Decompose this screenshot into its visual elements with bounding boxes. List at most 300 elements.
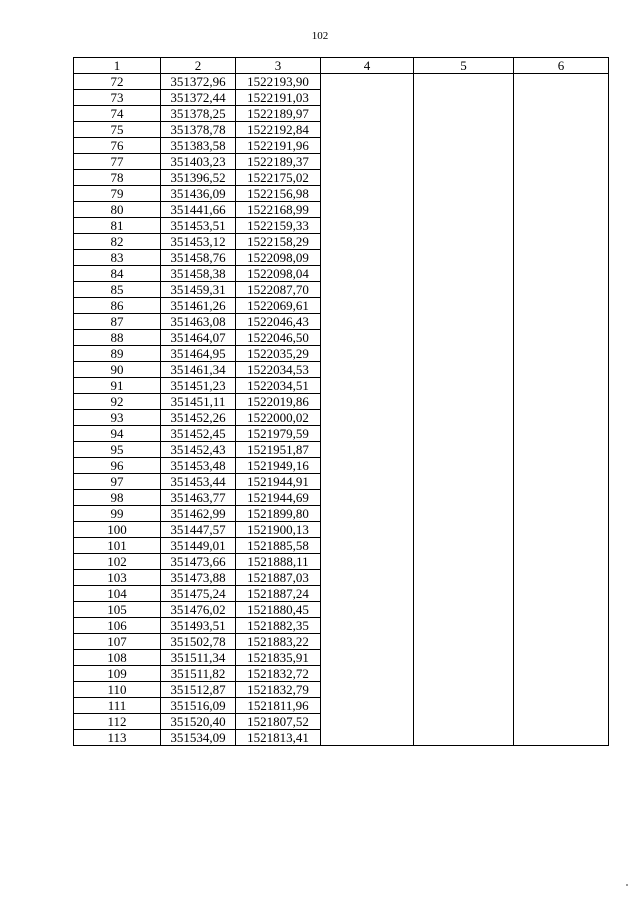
- table-row: [74, 650, 609, 666]
- empty-cell-col6: [514, 298, 609, 314]
- x-coordinate-cell: 351511,34: [161, 650, 236, 666]
- empty-cell-col6: [514, 250, 609, 266]
- point-number-cell: 87: [74, 314, 161, 330]
- y-coordinate-cell: 1521887,03: [236, 570, 321, 586]
- table-row: [74, 538, 609, 554]
- column-header-1: 1: [74, 58, 161, 74]
- y-coordinate-cell: 1522159,33: [236, 218, 321, 234]
- point-number-cell: 81: [74, 218, 161, 234]
- y-coordinate-cell: 1521811,96: [236, 698, 321, 714]
- empty-cell-col6: [514, 346, 609, 362]
- table-body: [74, 74, 609, 746]
- table-row: [74, 714, 609, 730]
- point-number-cell: 86: [74, 298, 161, 314]
- column-header-4: 4: [321, 58, 414, 74]
- point-number-cell: 105: [74, 602, 161, 618]
- empty-cell-col5: [414, 298, 514, 314]
- point-number-cell: 100: [74, 522, 161, 538]
- y-coordinate-cell: 1521887,24: [236, 586, 321, 602]
- x-coordinate-cell: 351441,66: [161, 202, 236, 218]
- column-header-2: 2: [161, 58, 236, 74]
- empty-cell-col5: [414, 362, 514, 378]
- empty-cell-col6: [514, 74, 609, 90]
- empty-cell-col4: [321, 730, 414, 746]
- empty-cell-col4: [321, 682, 414, 698]
- point-number-cell: 108: [74, 650, 161, 666]
- x-coordinate-cell: 351511,82: [161, 666, 236, 682]
- empty-cell-col4: [321, 650, 414, 666]
- table-row: [74, 682, 609, 698]
- empty-cell-col4: [321, 666, 414, 682]
- empty-cell-col6: [514, 570, 609, 586]
- y-coordinate-cell: 1521882,35: [236, 618, 321, 634]
- y-coordinate-cell: 1522156,98: [236, 186, 321, 202]
- empty-cell-col6: [514, 730, 609, 746]
- scan-speck: [626, 884, 628, 886]
- x-coordinate-cell: 351512,87: [161, 682, 236, 698]
- empty-cell-col4: [321, 218, 414, 234]
- empty-cell-col5: [414, 202, 514, 218]
- x-coordinate-cell: 351473,88: [161, 570, 236, 586]
- y-coordinate-cell: 1522192,84: [236, 122, 321, 138]
- empty-cell-col6: [514, 330, 609, 346]
- point-number-cell: 82: [74, 234, 161, 250]
- x-coordinate-cell: 351464,95: [161, 346, 236, 362]
- empty-cell-col5: [414, 426, 514, 442]
- empty-cell-col6: [514, 490, 609, 506]
- x-coordinate-cell: 351378,78: [161, 122, 236, 138]
- table-row: [74, 698, 609, 714]
- y-coordinate-cell: 1521885,58: [236, 538, 321, 554]
- table-row: [74, 282, 609, 298]
- x-coordinate-cell: 351463,77: [161, 490, 236, 506]
- y-coordinate-cell: 1521949,16: [236, 458, 321, 474]
- empty-cell-col6: [514, 458, 609, 474]
- table-row: [74, 330, 609, 346]
- column-header-3: 3: [236, 58, 321, 74]
- empty-cell-col5: [414, 570, 514, 586]
- empty-cell-col6: [514, 394, 609, 410]
- empty-cell-col5: [414, 106, 514, 122]
- table-row: [74, 602, 609, 618]
- empty-cell-col4: [321, 698, 414, 714]
- empty-cell-col4: [321, 474, 414, 490]
- point-number-cell: 77: [74, 154, 161, 170]
- empty-cell-col6: [514, 314, 609, 330]
- empty-cell-col4: [321, 250, 414, 266]
- x-coordinate-cell: 351458,38: [161, 266, 236, 282]
- empty-cell-col6: [514, 234, 609, 250]
- empty-cell-col5: [414, 666, 514, 682]
- empty-cell-col6: [514, 618, 609, 634]
- point-number-cell: 89: [74, 346, 161, 362]
- x-coordinate-cell: 351461,34: [161, 362, 236, 378]
- empty-cell-col4: [321, 586, 414, 602]
- empty-cell-col5: [414, 234, 514, 250]
- table-row: [74, 346, 609, 362]
- empty-cell-col5: [414, 138, 514, 154]
- empty-cell-col4: [321, 522, 414, 538]
- point-number-cell: 112: [74, 714, 161, 730]
- empty-cell-col6: [514, 106, 609, 122]
- empty-cell-col5: [414, 634, 514, 650]
- empty-cell-col5: [414, 330, 514, 346]
- empty-cell-col4: [321, 378, 414, 394]
- empty-cell-col4: [321, 106, 414, 122]
- x-coordinate-cell: 351458,76: [161, 250, 236, 266]
- point-number-cell: 109: [74, 666, 161, 682]
- empty-cell-col4: [321, 602, 414, 618]
- point-number-cell: 85: [74, 282, 161, 298]
- x-coordinate-cell: 351453,12: [161, 234, 236, 250]
- empty-cell-col4: [321, 426, 414, 442]
- empty-cell-col5: [414, 122, 514, 138]
- table-row: [74, 378, 609, 394]
- page-number: 102: [311, 30, 329, 42]
- empty-cell-col4: [321, 90, 414, 106]
- point-number-cell: 110: [74, 682, 161, 698]
- point-number-cell: 95: [74, 442, 161, 458]
- empty-cell-col4: [321, 618, 414, 634]
- empty-cell-col4: [321, 122, 414, 138]
- table-row: [74, 314, 609, 330]
- empty-cell-col5: [414, 698, 514, 714]
- x-coordinate-cell: 351453,51: [161, 218, 236, 234]
- table-row: [74, 522, 609, 538]
- empty-cell-col6: [514, 682, 609, 698]
- point-number-cell: 102: [74, 554, 161, 570]
- empty-cell-col4: [321, 186, 414, 202]
- empty-cell-col6: [514, 474, 609, 490]
- coordinates-table: [73, 57, 609, 746]
- point-number-cell: 106: [74, 618, 161, 634]
- empty-cell-col6: [514, 266, 609, 282]
- empty-cell-col6: [514, 714, 609, 730]
- empty-cell-col4: [321, 554, 414, 570]
- empty-cell-col5: [414, 730, 514, 746]
- table-row: [74, 106, 609, 122]
- empty-cell-col4: [321, 394, 414, 410]
- table-header-row: [74, 58, 609, 74]
- y-coordinate-cell: 1522189,97: [236, 106, 321, 122]
- table-row: [74, 570, 609, 586]
- empty-cell-col6: [514, 522, 609, 538]
- x-coordinate-cell: 351520,40: [161, 714, 236, 730]
- table-row: [74, 490, 609, 506]
- empty-cell-col4: [321, 138, 414, 154]
- point-number-cell: 91: [74, 378, 161, 394]
- x-coordinate-cell: 351451,11: [161, 394, 236, 410]
- x-coordinate-cell: 351534,09: [161, 730, 236, 746]
- empty-cell-col5: [414, 74, 514, 90]
- empty-cell-col5: [414, 458, 514, 474]
- point-number-cell: 98: [74, 490, 161, 506]
- point-number-cell: 101: [74, 538, 161, 554]
- y-coordinate-cell: 1522019,86: [236, 394, 321, 410]
- x-coordinate-cell: 351463,08: [161, 314, 236, 330]
- point-number-cell: 88: [74, 330, 161, 346]
- empty-cell-col6: [514, 554, 609, 570]
- x-coordinate-cell: 351383,58: [161, 138, 236, 154]
- y-coordinate-cell: 1521888,11: [236, 554, 321, 570]
- point-number-cell: 93: [74, 410, 161, 426]
- point-number-cell: 72: [74, 74, 161, 90]
- empty-cell-col5: [414, 538, 514, 554]
- point-number-cell: 76: [74, 138, 161, 154]
- point-number-cell: 78: [74, 170, 161, 186]
- empty-cell-col6: [514, 186, 609, 202]
- y-coordinate-cell: 1522069,61: [236, 298, 321, 314]
- y-coordinate-cell: 1521944,91: [236, 474, 321, 490]
- empty-cell-col6: [514, 602, 609, 618]
- empty-cell-col4: [321, 490, 414, 506]
- point-number-cell: 75: [74, 122, 161, 138]
- x-coordinate-cell: 351372,96: [161, 74, 236, 90]
- point-number-cell: 113: [74, 730, 161, 746]
- x-coordinate-cell: 351452,43: [161, 442, 236, 458]
- empty-cell-col6: [514, 122, 609, 138]
- empty-cell-col4: [321, 538, 414, 554]
- empty-cell-col4: [321, 154, 414, 170]
- x-coordinate-cell: 351447,57: [161, 522, 236, 538]
- y-coordinate-cell: 1521883,22: [236, 634, 321, 650]
- y-coordinate-cell: 1522191,96: [236, 138, 321, 154]
- table-row: [74, 138, 609, 154]
- y-coordinate-cell: 1522158,29: [236, 234, 321, 250]
- table-row: [74, 458, 609, 474]
- y-coordinate-cell: 1522046,50: [236, 330, 321, 346]
- empty-cell-col5: [414, 618, 514, 634]
- empty-cell-col4: [321, 506, 414, 522]
- empty-cell-col5: [414, 314, 514, 330]
- y-coordinate-cell: 1521807,52: [236, 714, 321, 730]
- x-coordinate-cell: 351502,78: [161, 634, 236, 650]
- y-coordinate-cell: 1521832,79: [236, 682, 321, 698]
- empty-cell-col4: [321, 298, 414, 314]
- table-row: [74, 74, 609, 90]
- table-row: [74, 410, 609, 426]
- empty-cell-col5: [414, 154, 514, 170]
- empty-cell-col6: [514, 426, 609, 442]
- y-coordinate-cell: 1521880,45: [236, 602, 321, 618]
- empty-cell-col5: [414, 474, 514, 490]
- empty-cell-col5: [414, 682, 514, 698]
- empty-cell-col4: [321, 234, 414, 250]
- y-coordinate-cell: 1522175,02: [236, 170, 321, 186]
- table-row: [74, 586, 609, 602]
- empty-cell-col6: [514, 586, 609, 602]
- empty-cell-col5: [414, 522, 514, 538]
- empty-cell-col4: [321, 570, 414, 586]
- empty-cell-col4: [321, 442, 414, 458]
- empty-cell-col5: [414, 250, 514, 266]
- table-row: [74, 202, 609, 218]
- empty-cell-col6: [514, 538, 609, 554]
- empty-cell-col4: [321, 202, 414, 218]
- table-row: [74, 170, 609, 186]
- empty-cell-col5: [414, 602, 514, 618]
- empty-cell-col4: [321, 282, 414, 298]
- y-coordinate-cell: 1521832,72: [236, 666, 321, 682]
- empty-cell-col5: [414, 170, 514, 186]
- empty-cell-col5: [414, 650, 514, 666]
- x-coordinate-cell: 351451,23: [161, 378, 236, 394]
- empty-cell-col4: [321, 266, 414, 282]
- x-coordinate-cell: 351449,01: [161, 538, 236, 554]
- point-number-cell: 73: [74, 90, 161, 106]
- empty-cell-col4: [321, 170, 414, 186]
- table-row: [74, 506, 609, 522]
- point-number-cell: 103: [74, 570, 161, 586]
- empty-cell-col6: [514, 378, 609, 394]
- y-coordinate-cell: 1522087,70: [236, 282, 321, 298]
- empty-cell-col5: [414, 378, 514, 394]
- y-coordinate-cell: 1522000,02: [236, 410, 321, 426]
- table-row: [74, 154, 609, 170]
- table-row: [74, 362, 609, 378]
- empty-cell-col5: [414, 586, 514, 602]
- point-number-cell: 84: [74, 266, 161, 282]
- empty-cell-col4: [321, 74, 414, 90]
- y-coordinate-cell: 1522034,53: [236, 362, 321, 378]
- x-coordinate-cell: 351493,51: [161, 618, 236, 634]
- empty-cell-col4: [321, 634, 414, 650]
- empty-cell-col6: [514, 698, 609, 714]
- empty-cell-col4: [321, 346, 414, 362]
- empty-cell-col4: [321, 714, 414, 730]
- point-number-cell: 92: [74, 394, 161, 410]
- point-number-cell: 104: [74, 586, 161, 602]
- empty-cell-col6: [514, 282, 609, 298]
- empty-cell-col4: [321, 330, 414, 346]
- column-header-6: 6: [514, 58, 609, 74]
- table-row: [74, 218, 609, 234]
- empty-cell-col6: [514, 442, 609, 458]
- x-coordinate-cell: 351461,26: [161, 298, 236, 314]
- empty-cell-col6: [514, 634, 609, 650]
- point-number-cell: 99: [74, 506, 161, 522]
- table-row: [74, 442, 609, 458]
- point-number-cell: 79: [74, 186, 161, 202]
- y-coordinate-cell: 1521951,87: [236, 442, 321, 458]
- x-coordinate-cell: 351372,44: [161, 90, 236, 106]
- point-number-cell: 90: [74, 362, 161, 378]
- y-coordinate-cell: 1522098,09: [236, 250, 321, 266]
- table-row: [74, 186, 609, 202]
- table-row: [74, 618, 609, 634]
- y-coordinate-cell: 1521979,59: [236, 426, 321, 442]
- empty-cell-col5: [414, 490, 514, 506]
- point-number-cell: 107: [74, 634, 161, 650]
- table-row: [74, 394, 609, 410]
- point-number-cell: 111: [74, 698, 161, 714]
- y-coordinate-cell: 1522193,90: [236, 74, 321, 90]
- empty-cell-col5: [414, 442, 514, 458]
- table-row: [74, 474, 609, 490]
- table-row: [74, 634, 609, 650]
- y-coordinate-cell: 1522034,51: [236, 378, 321, 394]
- y-coordinate-cell: 1522189,37: [236, 154, 321, 170]
- empty-cell-col5: [414, 346, 514, 362]
- y-coordinate-cell: 1521899,80: [236, 506, 321, 522]
- x-coordinate-cell: 351476,02: [161, 602, 236, 618]
- empty-cell-col5: [414, 394, 514, 410]
- x-coordinate-cell: 351452,26: [161, 410, 236, 426]
- empty-cell-col4: [321, 314, 414, 330]
- x-coordinate-cell: 351464,07: [161, 330, 236, 346]
- y-coordinate-cell: 1522168,99: [236, 202, 321, 218]
- x-coordinate-cell: 351436,09: [161, 186, 236, 202]
- x-coordinate-cell: 351378,25: [161, 106, 236, 122]
- y-coordinate-cell: 1521813,41: [236, 730, 321, 746]
- empty-cell-col5: [414, 90, 514, 106]
- table-row: [74, 90, 609, 106]
- empty-cell-col5: [414, 410, 514, 426]
- empty-cell-col6: [514, 218, 609, 234]
- empty-cell-col4: [321, 458, 414, 474]
- table-row: [74, 730, 609, 746]
- y-coordinate-cell: 1522098,04: [236, 266, 321, 282]
- y-coordinate-cell: 1522191,03: [236, 90, 321, 106]
- point-number-cell: 97: [74, 474, 161, 490]
- x-coordinate-cell: 351459,31: [161, 282, 236, 298]
- y-coordinate-cell: 1521944,69: [236, 490, 321, 506]
- empty-cell-col4: [321, 362, 414, 378]
- empty-cell-col6: [514, 650, 609, 666]
- table-row: [74, 234, 609, 250]
- table-row: [74, 666, 609, 682]
- x-coordinate-cell: 351473,66: [161, 554, 236, 570]
- y-coordinate-cell: 1522035,29: [236, 346, 321, 362]
- point-number-cell: 80: [74, 202, 161, 218]
- empty-cell-col5: [414, 506, 514, 522]
- y-coordinate-cell: 1522046,43: [236, 314, 321, 330]
- empty-cell-col5: [414, 554, 514, 570]
- table-row: [74, 426, 609, 442]
- empty-cell-col5: [414, 714, 514, 730]
- empty-cell-col5: [414, 218, 514, 234]
- empty-cell-col6: [514, 90, 609, 106]
- y-coordinate-cell: 1521835,91: [236, 650, 321, 666]
- empty-cell-col6: [514, 410, 609, 426]
- empty-cell-col6: [514, 170, 609, 186]
- point-number-cell: 94: [74, 426, 161, 442]
- table-row: [74, 122, 609, 138]
- y-coordinate-cell: 1521900,13: [236, 522, 321, 538]
- empty-cell-col6: [514, 154, 609, 170]
- point-number-cell: 74: [74, 106, 161, 122]
- empty-cell-col5: [414, 266, 514, 282]
- x-coordinate-cell: 351403,23: [161, 154, 236, 170]
- empty-cell-col6: [514, 202, 609, 218]
- empty-cell-col6: [514, 138, 609, 154]
- table-row: [74, 298, 609, 314]
- x-coordinate-cell: 351516,09: [161, 698, 236, 714]
- table-row: [74, 250, 609, 266]
- point-number-cell: 83: [74, 250, 161, 266]
- empty-cell-col5: [414, 186, 514, 202]
- x-coordinate-cell: 351453,48: [161, 458, 236, 474]
- table-row: [74, 554, 609, 570]
- empty-cell-col6: [514, 506, 609, 522]
- x-coordinate-cell: 351396,52: [161, 170, 236, 186]
- empty-cell-col4: [321, 410, 414, 426]
- x-coordinate-cell: 351475,24: [161, 586, 236, 602]
- empty-cell-col6: [514, 362, 609, 378]
- point-number-cell: 96: [74, 458, 161, 474]
- column-header-5: 5: [414, 58, 514, 74]
- x-coordinate-cell: 351452,45: [161, 426, 236, 442]
